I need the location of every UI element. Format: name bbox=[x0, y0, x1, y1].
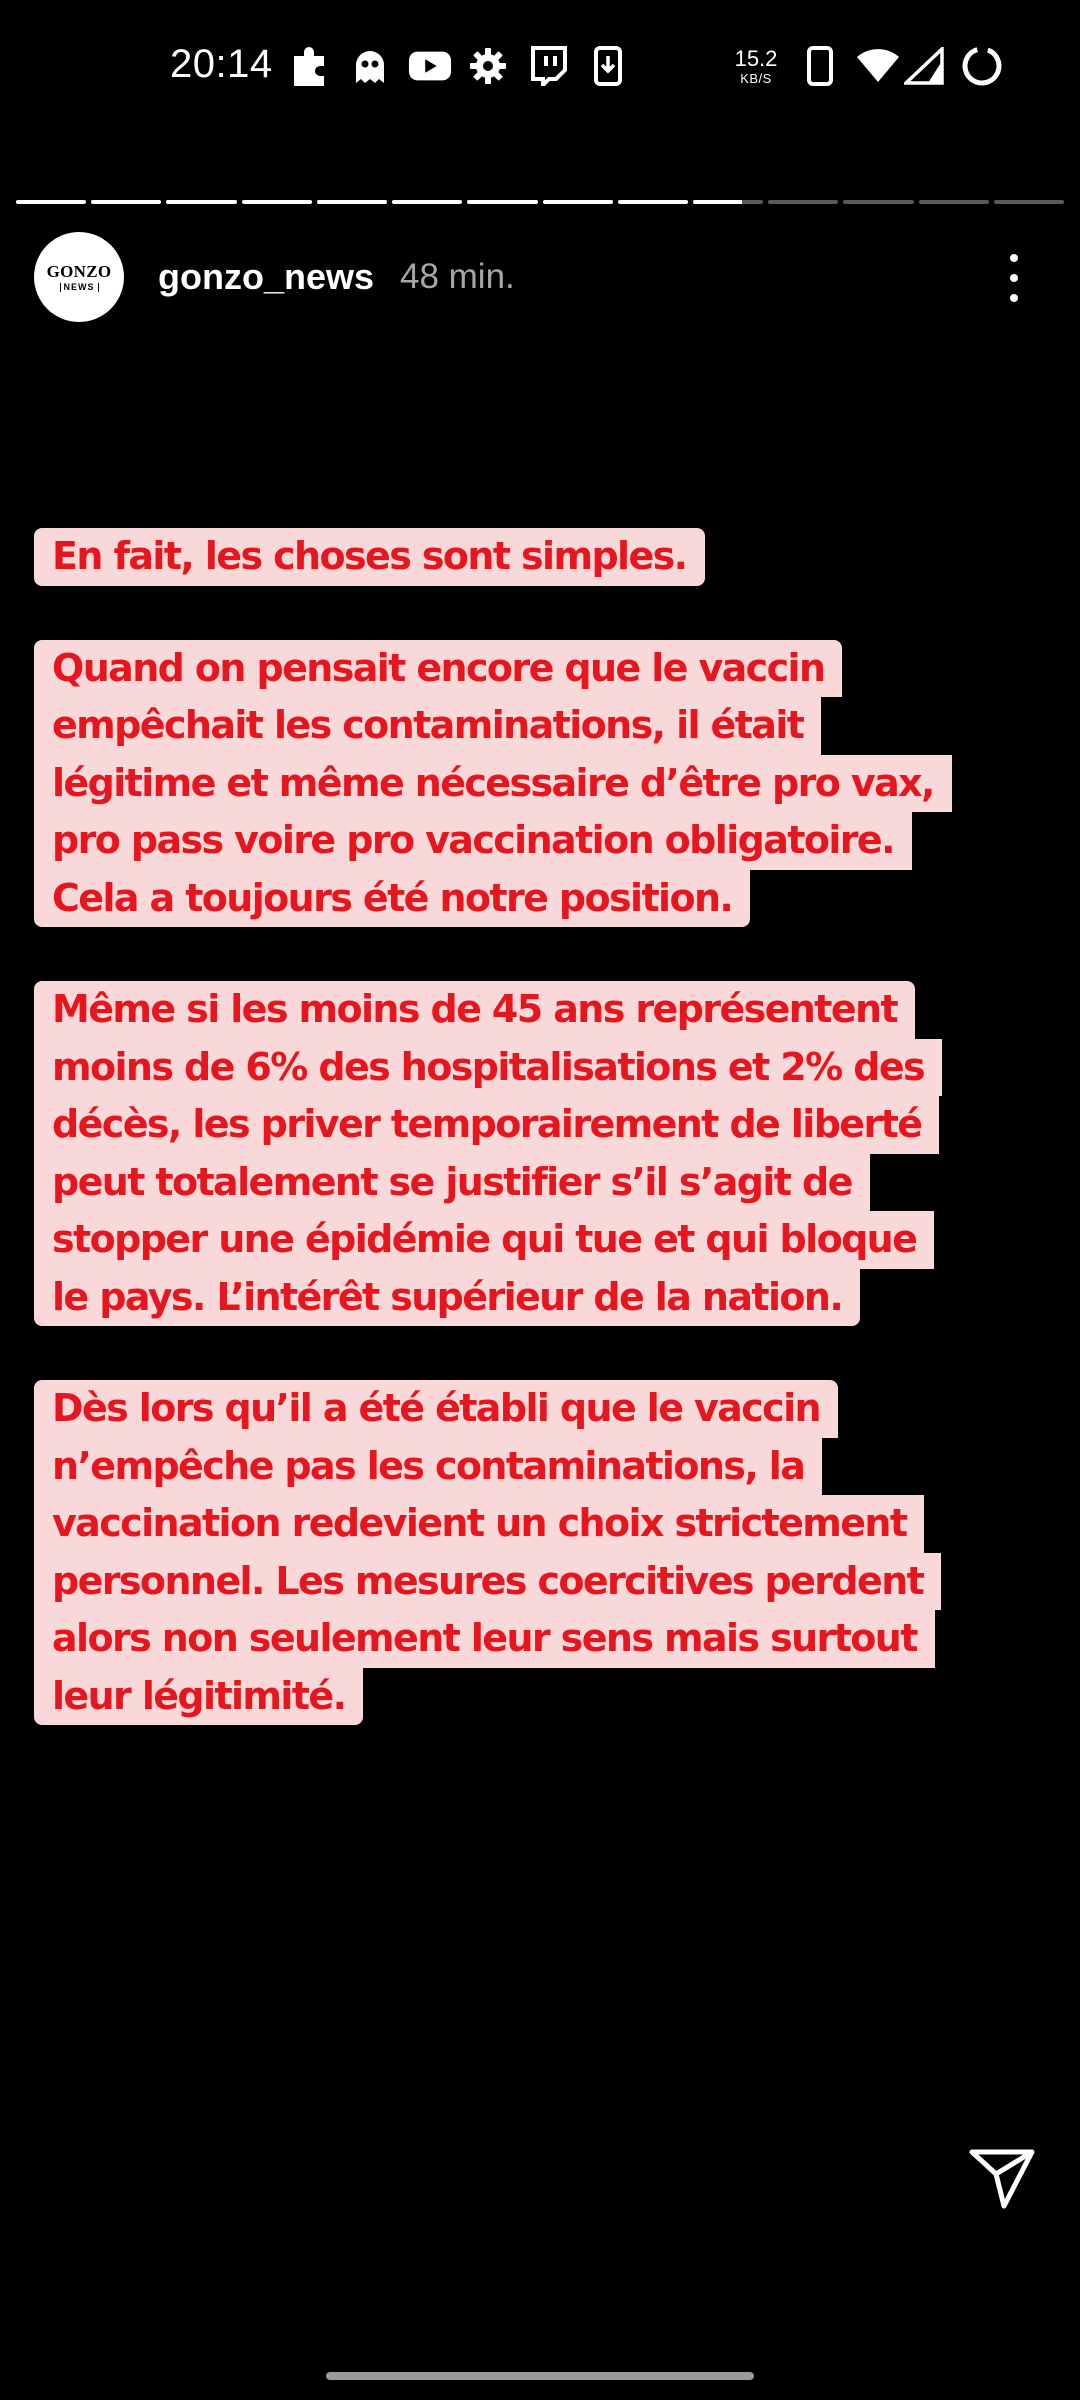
avatar-logo-line2: NEWS bbox=[60, 283, 99, 292]
puzzle-icon bbox=[288, 44, 332, 88]
progress-segment-fill bbox=[543, 200, 613, 204]
send-button[interactable] bbox=[966, 2142, 1038, 2214]
progress-segment-fill bbox=[467, 200, 537, 204]
avatar[interactable] bbox=[34, 232, 124, 322]
progress-segment bbox=[467, 200, 537, 204]
story-text-line: Quand on pensait encore que le vaccin bbox=[34, 640, 842, 698]
wifi-icon bbox=[856, 44, 900, 88]
story-text-line: Même si les moins de 45 ans représentent bbox=[34, 981, 915, 1039]
progress-segment bbox=[91, 200, 161, 204]
story-text-line: stopper une épidémie qui tue et qui bloque bbox=[34, 1211, 934, 1269]
progress-segment bbox=[242, 200, 312, 204]
gear-icon bbox=[466, 44, 510, 88]
story-text-line: En fait, les choses sont simples. bbox=[34, 528, 705, 586]
story-text-line: le pays. L’intérêt supérieur de la nation. bbox=[34, 1269, 860, 1327]
progress-segment-fill bbox=[91, 200, 161, 204]
more-dot-icon bbox=[1010, 254, 1018, 262]
twitch-icon bbox=[526, 44, 570, 88]
signal-icon bbox=[902, 44, 946, 88]
net-speed bbox=[732, 48, 780, 85]
progress-segment bbox=[768, 200, 838, 204]
progress-segment bbox=[994, 200, 1064, 204]
story-text-line: vaccination redevient un choix strictement bbox=[34, 1495, 924, 1553]
story-paragraph bbox=[34, 528, 1054, 586]
progress-segment-fill bbox=[693, 200, 742, 204]
story-text-line: Dès lors qu’il a été établi que le vaccin bbox=[34, 1380, 838, 1438]
status-bar bbox=[0, 0, 1080, 140]
story-text-line: n’empêche pas les contaminations, la bbox=[34, 1438, 822, 1496]
username-link[interactable]: gonzo_news bbox=[158, 256, 375, 297]
story-text-line: décès, les priver temporairement de liberté bbox=[34, 1096, 939, 1154]
youtube-icon bbox=[408, 44, 452, 88]
send-icon bbox=[966, 2142, 1038, 2214]
progress-segment-fill bbox=[166, 200, 236, 204]
story-text-line: pro pass voire pro vaccination obligatoire. bbox=[34, 812, 912, 870]
net-speed-unit: KB/S bbox=[740, 71, 772, 86]
story-content bbox=[34, 528, 1054, 1779]
progress-segment-fill bbox=[618, 200, 688, 204]
story-text-line: personnel. Les mesures coercitives perdent bbox=[34, 1553, 941, 1611]
more-dot-icon bbox=[1010, 274, 1018, 282]
story-text-line: alors non seulement leur sens mais surtout bbox=[34, 1610, 935, 1668]
progress-segment bbox=[317, 200, 387, 204]
battery-ring-icon bbox=[960, 44, 1004, 88]
story-text-line: leur légitimité. bbox=[34, 1668, 363, 1726]
story-text-line: peut totalement se justifier s’il s’agit de bbox=[34, 1154, 870, 1212]
progress-segment bbox=[843, 200, 913, 204]
progress-segment bbox=[16, 200, 86, 204]
story-text-line: empêchait les contaminations, il était bbox=[34, 697, 821, 755]
phone-icon bbox=[798, 44, 842, 88]
avatar-logo-line1: GONZO bbox=[46, 261, 112, 281]
progress-segment bbox=[166, 200, 236, 204]
progress-segment-fill bbox=[317, 200, 387, 204]
story-header bbox=[0, 230, 1080, 326]
story-text-line: Cela a toujours été notre position. bbox=[34, 870, 750, 928]
download-icon bbox=[586, 44, 630, 88]
story-text-line: moins de 6% des hospitalisations et 2% des bbox=[34, 1039, 942, 1097]
more-dot-icon bbox=[1010, 294, 1018, 302]
progress-segment bbox=[919, 200, 989, 204]
story-progress bbox=[16, 200, 1064, 204]
progress-segment-fill bbox=[16, 200, 86, 204]
progress-segment bbox=[392, 200, 462, 204]
progress-segment bbox=[693, 200, 763, 204]
progress-segment bbox=[618, 200, 688, 204]
ghost-icon bbox=[348, 44, 392, 88]
story-paragraph bbox=[34, 640, 1054, 928]
story-paragraph bbox=[34, 1380, 1054, 1725]
story-text-line: légitime et même nécessaire d’être pro vax, bbox=[34, 755, 952, 813]
home-indicator[interactable] bbox=[326, 2372, 754, 2380]
progress-segment-fill bbox=[242, 200, 312, 204]
progress-segment-fill bbox=[392, 200, 462, 204]
story-paragraph bbox=[34, 981, 1054, 1326]
post-time: 48 min. bbox=[400, 257, 515, 296]
status-time: 20:14 bbox=[170, 42, 273, 86]
more-options-button[interactable] bbox=[990, 250, 1038, 306]
net-speed-value: 15.2 bbox=[734, 46, 778, 71]
progress-segment bbox=[543, 200, 613, 204]
